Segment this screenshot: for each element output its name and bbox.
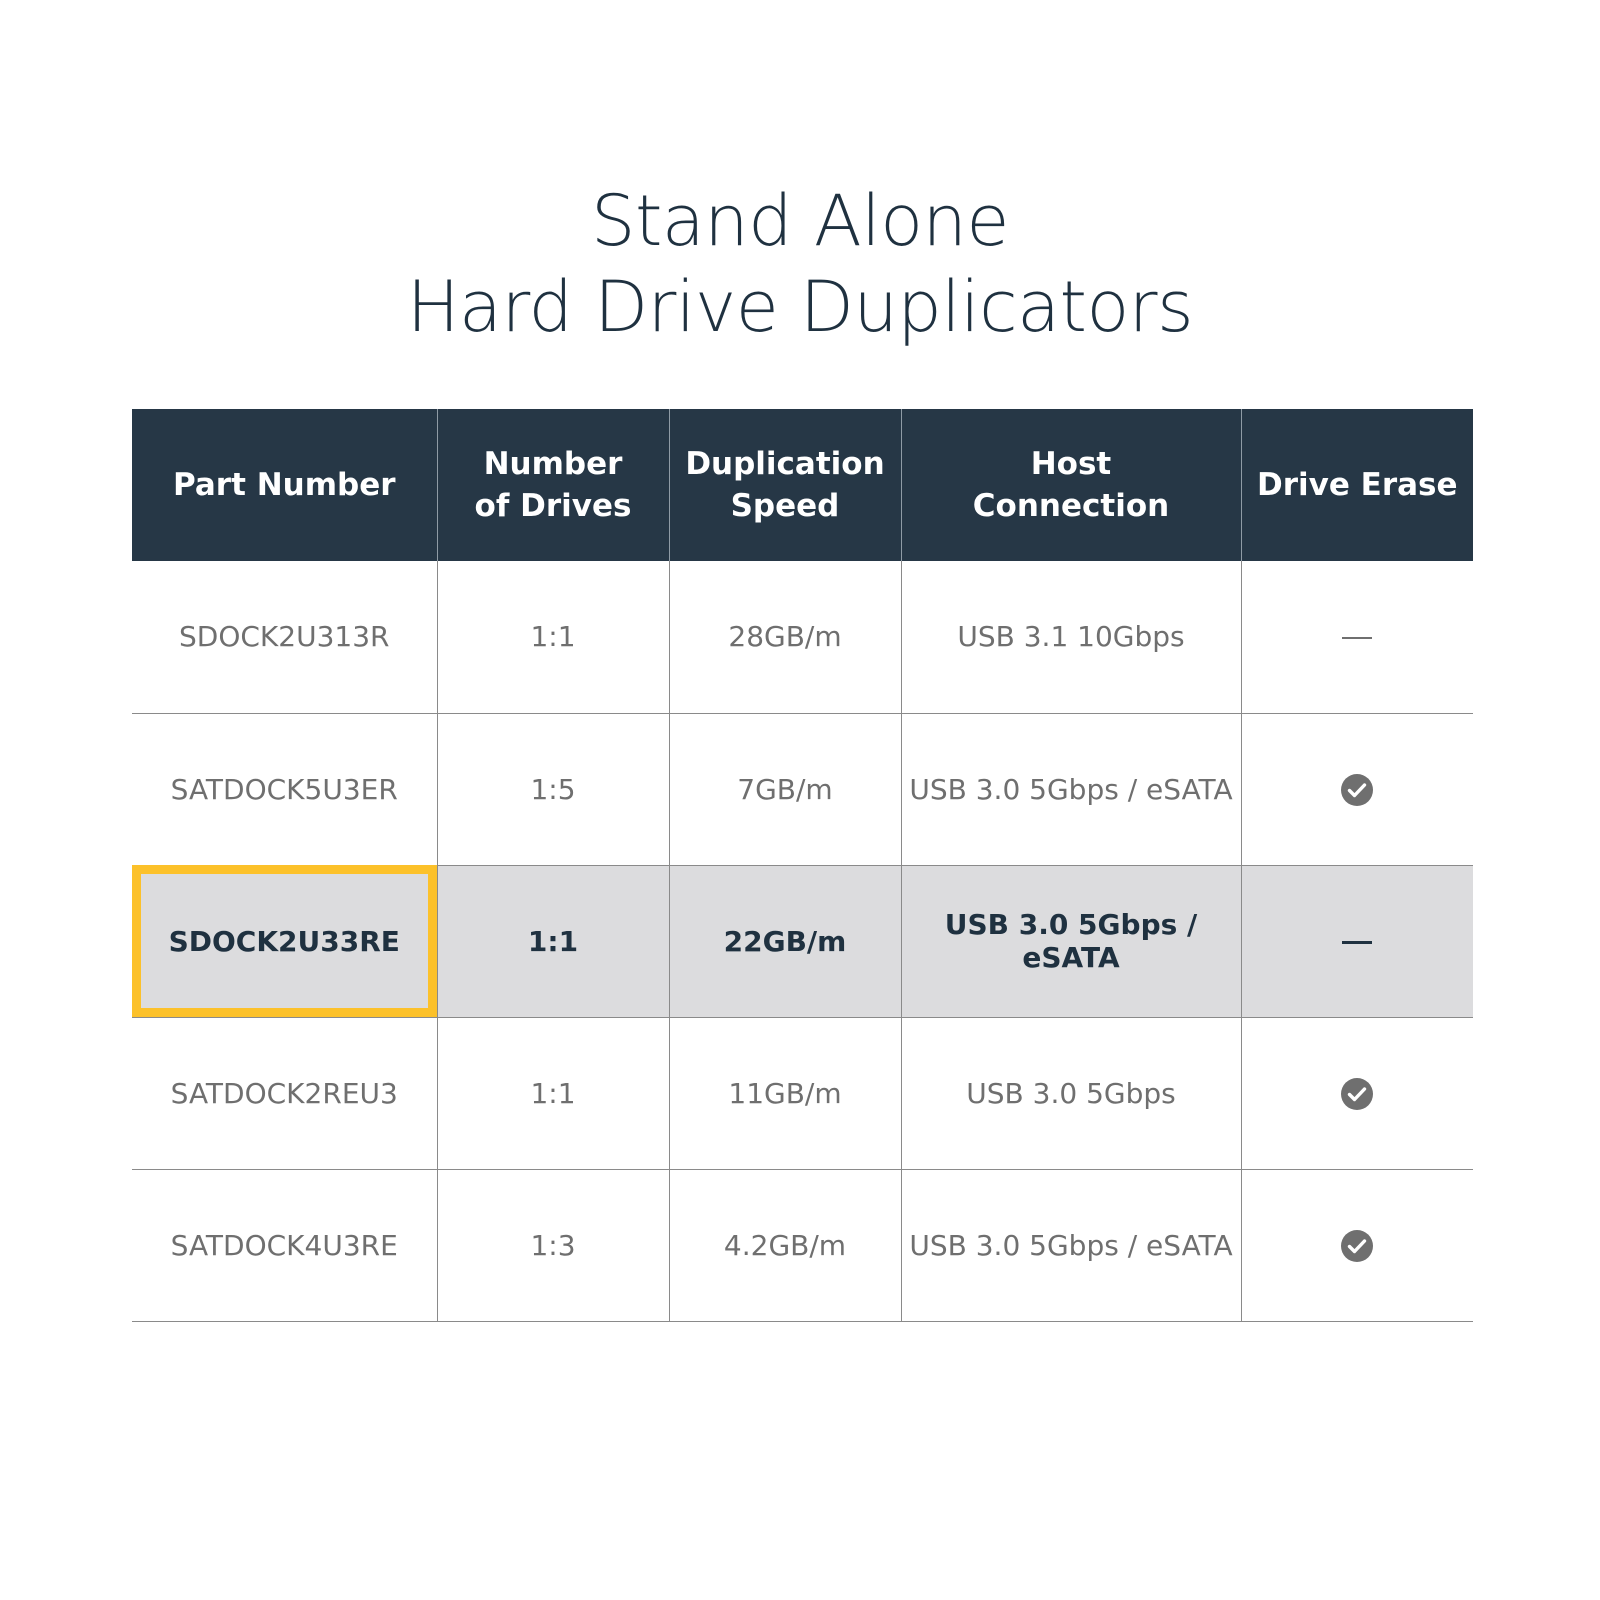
part-number-cell: SATDOCK4U3RE	[132, 1169, 437, 1321]
header-drive-erase: Drive Erase	[1241, 409, 1473, 561]
part-number-cell: SDOCK2U313R	[132, 561, 437, 713]
part-number-cell: SATDOCK2REU3	[132, 1017, 437, 1169]
drives-cell: 1:3	[437, 1169, 669, 1321]
header-host-connection: Host Connection	[901, 409, 1241, 561]
erase-cell	[1241, 1169, 1473, 1321]
speed-cell: 7GB/m	[669, 713, 901, 865]
header-part-number: Part Number	[132, 409, 437, 561]
erase-cell	[1241, 561, 1473, 713]
erase-cell	[1241, 713, 1473, 865]
speed-cell: 11GB/m	[669, 1017, 901, 1169]
erase-cell	[1241, 865, 1473, 1017]
table-row	[132, 1017, 1473, 1169]
dash-icon	[1342, 941, 1372, 944]
page-title	[0, 178, 1600, 350]
drives-cell: 1:5	[437, 713, 669, 865]
header-number-of-drives: Number of Drives	[437, 409, 669, 561]
drives-cell: 1:1	[437, 561, 669, 713]
header-duplication-speed: Duplication Speed	[669, 409, 901, 561]
title-line-1: Stand Alone	[591, 180, 1009, 262]
table-row-highlighted	[132, 865, 1473, 1017]
connection-cell: USB 3.1 10Gbps	[901, 561, 1241, 713]
speed-cell: 28GB/m	[669, 561, 901, 713]
part-number-cell-highlighted: SDOCK2U33RE	[132, 865, 437, 1017]
table-row	[132, 1169, 1473, 1321]
title-line-2: Hard Drive Duplicators	[406, 266, 1194, 348]
drives-cell: 1:1	[437, 865, 669, 1017]
table-row	[132, 561, 1473, 713]
check-circle-icon	[1341, 1230, 1373, 1262]
dash-icon	[1342, 637, 1372, 639]
connection-cell: USB 3.0 5Gbps / eSATA	[901, 865, 1241, 1017]
speed-cell: 22GB/m	[669, 865, 901, 1017]
drives-cell: 1:1	[437, 1017, 669, 1169]
connection-cell: USB 3.0 5Gbps / eSATA	[901, 1169, 1241, 1321]
connection-cell: USB 3.0 5Gbps	[901, 1017, 1241, 1169]
table-row	[132, 713, 1473, 865]
check-circle-icon	[1341, 774, 1373, 806]
table-header-row	[132, 409, 1473, 561]
connection-cell: USB 3.0 5Gbps / eSATA	[901, 713, 1241, 865]
part-number-cell: SATDOCK5U3ER	[132, 713, 437, 865]
comparison-table	[132, 409, 1473, 1322]
check-circle-icon	[1341, 1078, 1373, 1110]
speed-cell: 4.2GB/m	[669, 1169, 901, 1321]
erase-cell	[1241, 1017, 1473, 1169]
